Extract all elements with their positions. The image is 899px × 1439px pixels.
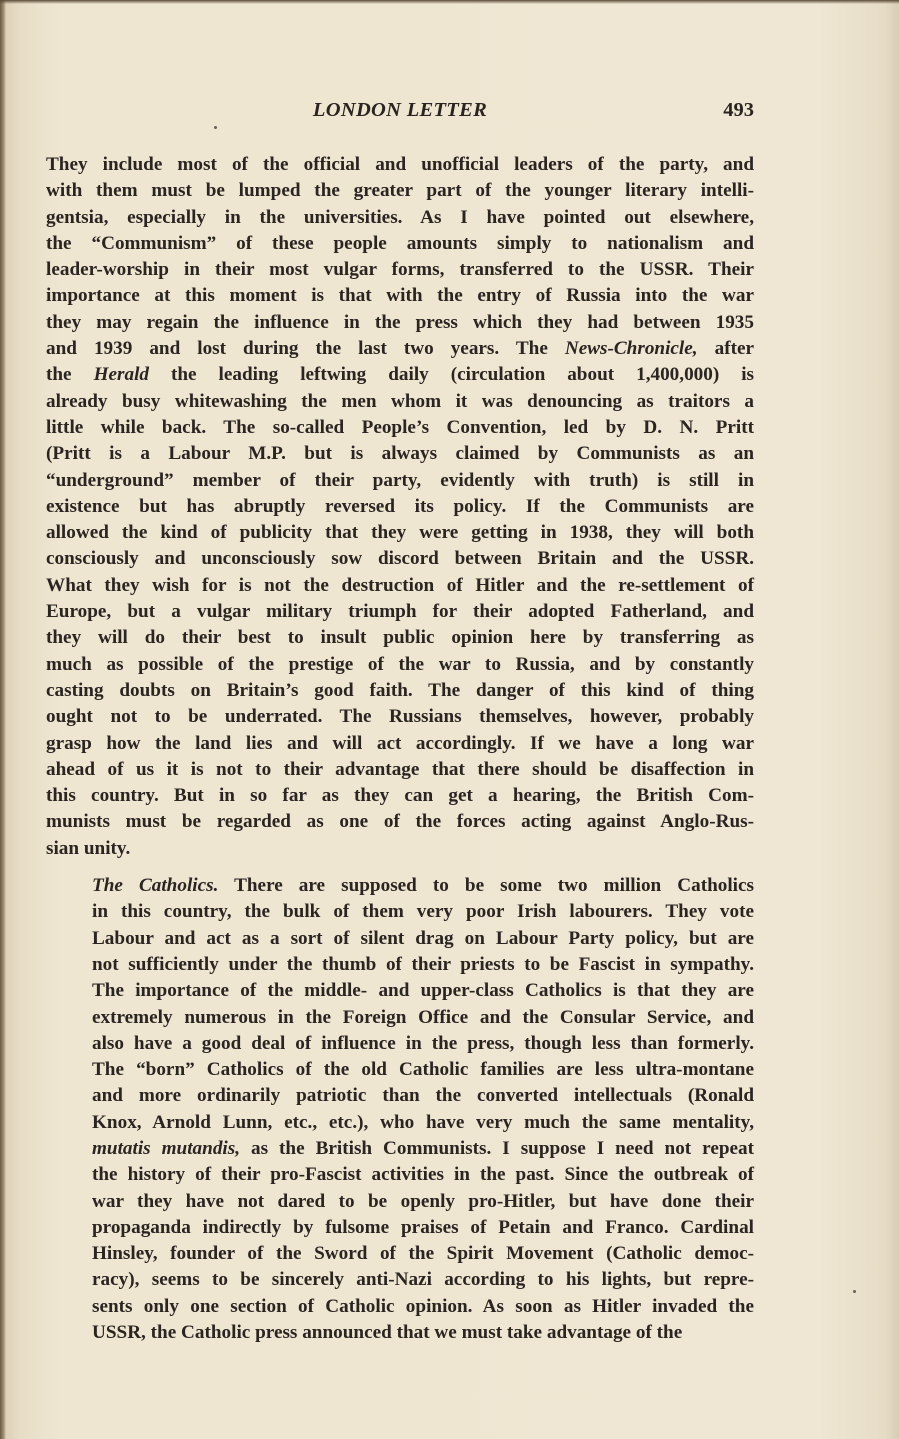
- text-line: “underground” member of their party, evidently with truth) is still in: [46, 469, 754, 491]
- text-line: much as possible of the prestige of the war to Russia, and by constantly: [46, 653, 754, 675]
- article-body: [46, 152, 754, 1346]
- text-line: war they have not dared to be openly pro-Hitler, but have done their: [92, 1190, 754, 1212]
- text-line: extremely numerous in the Foreign Office and the Consular Service, and: [92, 1006, 754, 1028]
- text-line: grasp how the land lies and will act accordingly. If we have a long war: [46, 732, 754, 754]
- running-title: LONDON LETTER: [312, 99, 488, 121]
- text-line: racy), seems to be sincerely anti-Nazi according to his lights, but repre-: [92, 1269, 754, 1291]
- text-line: already busy whitewashing the men whom it was denouncing as traitors a: [46, 390, 754, 412]
- text-line: The Catholics. There are supposed to be some two million Catholics: [92, 875, 754, 897]
- text-line: Knox, Arnold Lunn, etc., etc.), who have very much the same mentality,: [92, 1111, 754, 1133]
- text-line: gentsia, especially in the universities. As I have pointed out elsewhere,: [46, 206, 754, 228]
- text-line: USSR, the Catholic press announced that we must take advantage of the: [92, 1322, 683, 1344]
- text-line: and more ordinarily patriotic than the converted intellectuals (Ronald: [92, 1085, 754, 1107]
- text-line: casting doubts on Britain’s good faith. The danger of this kind of thing: [46, 679, 754, 701]
- text-line: The importance of the middle- and upper-class Catholics is that they are: [92, 980, 754, 1002]
- text-line: allowed the kind of publicity that they were getting in 1938, they will both: [46, 522, 754, 544]
- text-line: and 1939 and lost during the last two years. The News-Chronicle, after: [46, 338, 755, 360]
- text-line: importance at this moment is that with the entry of Russia into the war: [46, 285, 754, 307]
- text-line: (Pritt is a Labour M.P. but is always claimed by Communists as an: [46, 443, 754, 465]
- italic-text: Herald: [93, 364, 149, 386]
- text-line: What they wish for is not the destruction of Hitler and the re-settlement of: [46, 574, 754, 596]
- text-line: Hinsley, founder of the Sword of the Spirit Movement (Catholic democ-: [92, 1243, 754, 1265]
- text-line: sents only one section of Catholic opinion. As soon as Hitler invaded the: [92, 1295, 754, 1317]
- text-line: they may regain the influence in the press which they had between 1935: [46, 311, 754, 333]
- ink-speck: [214, 126, 217, 129]
- page-number: 493: [723, 99, 754, 121]
- text-line: The “born” Catholics of the old Catholic families are less ultra-montane: [92, 1059, 754, 1081]
- text-line: the history of their pro-Fascist activities in the past. Since the outbreak of: [92, 1164, 754, 1186]
- text-line: not sufficiently under the thumb of their priests to be Fascist in sympathy.: [92, 953, 754, 975]
- italic-text: mutatis mutandis,: [92, 1137, 241, 1159]
- italic-text: News-Chronicle,: [564, 338, 698, 360]
- text-line: ought not to be underrated. The Russians themselves, however, probably: [46, 706, 754, 728]
- paragraph-catholics: [46, 873, 754, 1346]
- ink-speck: [853, 1290, 856, 1293]
- text-line: mutatis mutandis, as the British Communists. I suppose I need not repeat: [92, 1137, 755, 1159]
- italic-text: The Catholics.: [92, 875, 219, 897]
- running-header: [46, 99, 754, 129]
- text-line: in this country, the bulk of them very poor Irish labourers. They vote: [92, 901, 754, 923]
- text-line: the Herald the leading leftwing daily (circulation about 1,400,000) is: [46, 364, 755, 386]
- text-line: existence but has abruptly reversed its policy. If the Communists are: [46, 495, 754, 517]
- text-line: this country. But in so far as they can get a hearing, the British Com-: [46, 785, 754, 807]
- text-line: also have a good deal of influence in the press, though less than formerly.: [92, 1032, 754, 1054]
- text-line: They include most of the official and unofficial leaders of the party, and: [46, 154, 754, 175]
- text-line: they will do their best to insult public opinion here by transferring as: [46, 627, 754, 649]
- text-line: little while back. The so-called People’s Convention, led by D. N. Pritt: [46, 416, 754, 438]
- text-line: munists must be regarded as one of the forces acting against Anglo-Rus-: [46, 811, 754, 833]
- page-top-edge: [0, 0, 899, 4]
- paragraph-communists: [46, 152, 754, 862]
- text-line: sian unity.: [46, 837, 131, 859]
- text-line: Europe, but a vulgar military triumph for their adopted Fatherland, and: [46, 601, 754, 623]
- page-binding-shadow: [0, 0, 6, 1439]
- text-line: the “Communism” of these people amounts simply to nationalism and: [46, 232, 754, 254]
- text-line: leader-worship in their most vulgar forms, transferred to the USSR. Their: [46, 259, 754, 281]
- text-line: ahead of us it is not to their advantage that there should be disaffection in: [46, 758, 754, 780]
- text-line: consciously and unconsciously sow discord between Britain and the USSR.: [46, 548, 754, 570]
- text-line: propaganda indirectly by fulsome praises of Petain and Franco. Cardinal: [92, 1216, 754, 1238]
- text-line: Labour and act as a sort of silent drag on Labour Party policy, but are: [92, 927, 754, 949]
- text-line: with them must be lumped the greater part of the younger literary intelli-: [46, 180, 754, 202]
